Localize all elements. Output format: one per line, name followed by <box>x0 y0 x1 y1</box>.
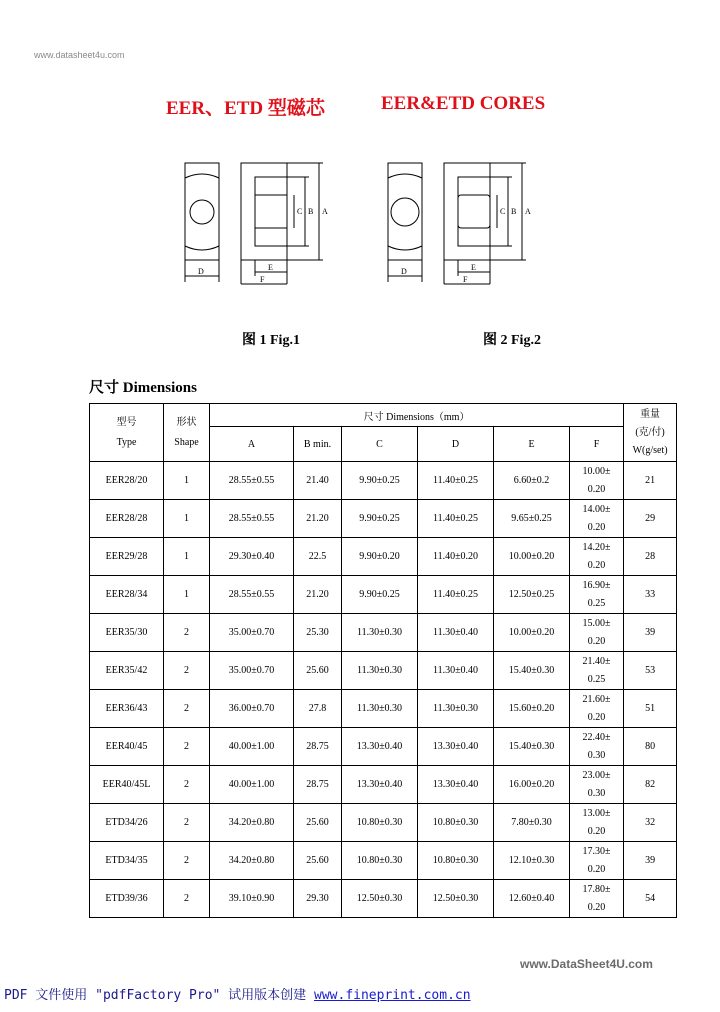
cell-e: 10.00±0.20 <box>494 538 570 576</box>
cell-e: 15.40±0.30 <box>494 728 570 766</box>
table-row <box>90 652 677 690</box>
cell-c: 12.50±0.30 <box>342 880 418 918</box>
table-row <box>90 538 677 576</box>
cell-e: 10.00±0.20 <box>494 614 570 652</box>
cell-shape: 2 <box>164 728 210 766</box>
cell-d: 13.30±0.40 <box>418 728 494 766</box>
table-row <box>90 842 677 880</box>
cell-b: 21.20 <box>294 576 342 614</box>
cell-c: 13.30±0.40 <box>342 728 418 766</box>
table-row <box>90 728 677 766</box>
fig1-front-center <box>255 195 287 228</box>
footer-link[interactable]: www.fineprint.com.cn <box>314 988 471 1003</box>
cell-f-value: 17.80± <box>582 883 611 895</box>
fig2-front-body <box>444 163 490 260</box>
cell-f-value: 13.00± <box>582 807 611 819</box>
cell-d: 13.30±0.40 <box>418 766 494 804</box>
bottom-watermark: www.DataSheet4U.com <box>520 957 653 971</box>
header-col-A: A <box>210 427 294 462</box>
cell-a: 29.30±0.40 <box>210 538 294 576</box>
table-row <box>90 462 677 500</box>
cell-f-value: 21.60± <box>582 693 611 705</box>
cell-d: 12.50±0.30 <box>418 880 494 918</box>
cell-a: 40.00±1.00 <box>210 766 294 804</box>
cell-weight: 33 <box>624 576 677 614</box>
fig2-side-circle <box>391 198 419 226</box>
cell-d: 10.80±0.30 <box>418 804 494 842</box>
cell-c: 9.90±0.25 <box>342 500 418 538</box>
cell-f <box>570 728 624 766</box>
cell-d: 11.40±0.20 <box>418 538 494 576</box>
table-row <box>90 766 677 804</box>
cell-f-tolerance: 0.20 <box>587 521 606 533</box>
fig2-label-F: F <box>463 275 468 284</box>
cell-f <box>570 614 624 652</box>
table-row <box>90 576 677 614</box>
table-row <box>90 804 677 842</box>
table-row <box>90 500 677 538</box>
cell-f-tolerance: 0.25 <box>587 673 606 685</box>
fig2-label-A: A <box>525 207 531 216</box>
cell-type: EER35/30 <box>90 614 164 652</box>
cell-f-value: 15.00± <box>582 617 611 629</box>
fig2-label-B: B <box>511 207 517 216</box>
cell-a: 36.00±0.70 <box>210 690 294 728</box>
cell-f-tolerance: 0.20 <box>587 559 606 571</box>
figure-1-drawing <box>178 150 350 290</box>
cell-f-value: 23.00± <box>582 769 611 781</box>
cell-weight: 28 <box>624 538 677 576</box>
cell-shape: 2 <box>164 690 210 728</box>
cell-e: 16.00±0.20 <box>494 766 570 804</box>
cell-type: EER36/43 <box>90 690 164 728</box>
cell-weight: 54 <box>624 880 677 918</box>
fig1-label-E: E <box>268 263 273 272</box>
cell-e: 12.50±0.25 <box>494 576 570 614</box>
cell-f-tolerance: 0.20 <box>587 711 606 723</box>
cell-f-tolerance: 0.20 <box>587 483 606 495</box>
cell-b: 21.40 <box>294 462 342 500</box>
cell-b: 22.5 <box>294 538 342 576</box>
cell-f <box>570 880 624 918</box>
dimensions-table <box>89 403 677 918</box>
title-english: EER&ETD CORES <box>381 93 546 114</box>
cell-d: 10.80±0.30 <box>418 842 494 880</box>
cell-f-tolerance: 0.30 <box>587 749 606 761</box>
cell-b: 28.75 <box>294 766 342 804</box>
cell-f <box>570 462 624 500</box>
cell-weight: 51 <box>624 690 677 728</box>
table-row <box>90 614 677 652</box>
cell-type: EER35/42 <box>90 652 164 690</box>
cell-weight: 29 <box>624 500 677 538</box>
cell-shape: 2 <box>164 766 210 804</box>
header-col-C: C <box>342 427 418 462</box>
cell-e: 9.65±0.25 <box>494 500 570 538</box>
cell-weight: 39 <box>624 842 677 880</box>
cell-b: 21.20 <box>294 500 342 538</box>
cell-d: 11.30±0.40 <box>418 652 494 690</box>
fig1-side-curve-bottom <box>185 246 219 250</box>
fig1-side-curve-top <box>185 174 219 178</box>
cell-f-value: 10.00± <box>582 465 611 477</box>
cell-f <box>570 652 624 690</box>
table-row <box>90 690 677 728</box>
cell-type: ETD39/36 <box>90 880 164 918</box>
cell-f <box>570 538 624 576</box>
fig1-label-C: C <box>297 207 303 216</box>
cell-a: 35.00±0.70 <box>210 614 294 652</box>
fig2-label-E: E <box>471 263 476 272</box>
fig2-front-center <box>458 195 490 228</box>
top-watermark: www.datasheet4u.com <box>34 50 125 60</box>
cell-c: 11.30±0.30 <box>342 652 418 690</box>
cell-c: 9.90±0.20 <box>342 538 418 576</box>
cell-a: 35.00±0.70 <box>210 652 294 690</box>
cell-b: 29.30 <box>294 880 342 918</box>
cell-weight: 53 <box>624 652 677 690</box>
cell-weight: 21 <box>624 462 677 500</box>
cell-type: ETD34/35 <box>90 842 164 880</box>
cell-f <box>570 576 624 614</box>
cell-shape: 2 <box>164 652 210 690</box>
figure-1-caption: 图 1 Fig.1 <box>242 333 300 348</box>
footer-text: PDF 文件使用 "pdfFactory Pro" 试用版本创建 <box>4 988 315 1003</box>
cell-shape: 1 <box>164 500 210 538</box>
fig2-label-D: D <box>401 267 407 276</box>
cell-b: 25.60 <box>294 804 342 842</box>
cell-a: 28.55±0.55 <box>210 462 294 500</box>
fig1-side-circle <box>190 200 214 224</box>
cell-weight: 39 <box>624 614 677 652</box>
cell-shape: 2 <box>164 880 210 918</box>
fig1-label-B: B <box>308 207 314 216</box>
cell-type: EER28/34 <box>90 576 164 614</box>
header-dimensions-group: 尺寸 Dimensions（mm） <box>210 404 624 427</box>
cell-f <box>570 766 624 804</box>
figure-2-caption: 图 2 Fig.2 <box>483 333 541 348</box>
cell-shape: 1 <box>164 462 210 500</box>
cell-b: 27.8 <box>294 690 342 728</box>
cell-f <box>570 842 624 880</box>
cell-a: 40.00±1.00 <box>210 728 294 766</box>
cell-type: EER28/28 <box>90 500 164 538</box>
cell-c: 10.80±0.30 <box>342 842 418 880</box>
pdf-footer <box>4 984 471 1003</box>
fig1-label-A: A <box>322 207 328 216</box>
cell-f <box>570 690 624 728</box>
header-col-E: E <box>494 427 570 462</box>
cell-c: 9.90±0.25 <box>342 576 418 614</box>
fig1-front-window <box>255 177 287 246</box>
title-chinese: EER、ETD 型磁芯 <box>166 98 325 119</box>
cell-f-tolerance: 0.20 <box>587 825 606 837</box>
cell-f <box>570 804 624 842</box>
cell-type: EER40/45 <box>90 728 164 766</box>
header-col-F: F <box>570 427 624 462</box>
cell-shape: 2 <box>164 614 210 652</box>
cell-a: 34.20±0.80 <box>210 804 294 842</box>
cell-f-tolerance: 0.25 <box>587 597 606 609</box>
header-col-D: D <box>418 427 494 462</box>
cell-shape: 1 <box>164 538 210 576</box>
cell-f-value: 14.00± <box>582 503 611 515</box>
cell-f <box>570 500 624 538</box>
header-shape: 形状 Shape <box>164 404 210 462</box>
header-type: 型号 Type <box>90 404 164 462</box>
cell-f-tolerance: 0.20 <box>587 901 606 913</box>
cell-weight: 82 <box>624 766 677 804</box>
cell-a: 34.20±0.80 <box>210 842 294 880</box>
cell-e: 12.60±0.40 <box>494 880 570 918</box>
fig1-front-body <box>241 163 287 260</box>
cell-a: 28.55±0.55 <box>210 500 294 538</box>
cell-c: 13.30±0.40 <box>342 766 418 804</box>
header-weight: 重量 (克/付) W(g/set) <box>624 404 677 462</box>
cell-e: 12.10±0.30 <box>494 842 570 880</box>
cell-b: 25.30 <box>294 614 342 652</box>
section-title-dimensions: 尺寸 Dimensions <box>89 380 197 396</box>
cell-c: 9.90±0.25 <box>342 462 418 500</box>
cell-f-value: 22.40± <box>582 731 611 743</box>
cell-f-value: 14.20± <box>582 541 611 553</box>
cell-type: EER29/28 <box>90 538 164 576</box>
cell-shape: 1 <box>164 576 210 614</box>
cell-b: 25.60 <box>294 842 342 880</box>
cell-d: 11.30±0.40 <box>418 614 494 652</box>
cell-d: 11.40±0.25 <box>418 462 494 500</box>
cell-type: EER28/20 <box>90 462 164 500</box>
cell-type: ETD34/26 <box>90 804 164 842</box>
fig2-front-window <box>458 177 490 246</box>
cell-c: 10.80±0.30 <box>342 804 418 842</box>
cell-weight: 80 <box>624 728 677 766</box>
header-col-B: B min. <box>294 427 342 462</box>
figure-2-drawing <box>381 150 553 290</box>
cell-f-value: 21.40± <box>582 655 611 667</box>
cell-a: 39.10±0.90 <box>210 880 294 918</box>
cell-type: EER40/45L <box>90 766 164 804</box>
cell-b: 28.75 <box>294 728 342 766</box>
cell-d: 11.40±0.25 <box>418 500 494 538</box>
cell-c: 11.30±0.30 <box>342 690 418 728</box>
cell-c: 11.30±0.30 <box>342 614 418 652</box>
cell-e: 6.60±0.2 <box>494 462 570 500</box>
fig2-side-body <box>388 163 422 260</box>
cell-f-tolerance: 0.20 <box>587 635 606 647</box>
fig1-label-F: F <box>260 275 265 284</box>
cell-e: 15.60±0.20 <box>494 690 570 728</box>
cell-d: 11.30±0.30 <box>418 690 494 728</box>
fig2-label-C: C <box>500 207 506 216</box>
fig1-label-D: D <box>198 267 204 276</box>
cell-f-value: 16.90± <box>582 579 611 591</box>
cell-a: 28.55±0.55 <box>210 576 294 614</box>
cell-d: 11.40±0.25 <box>418 576 494 614</box>
cell-shape: 2 <box>164 804 210 842</box>
cell-e: 7.80±0.30 <box>494 804 570 842</box>
cell-e: 15.40±0.30 <box>494 652 570 690</box>
cell-shape: 2 <box>164 842 210 880</box>
cell-f-tolerance: 0.20 <box>587 863 606 875</box>
cell-f-tolerance: 0.30 <box>587 787 606 799</box>
cell-b: 25.60 <box>294 652 342 690</box>
cell-weight: 32 <box>624 804 677 842</box>
cell-f-value: 17.30± <box>582 845 611 857</box>
table-row <box>90 880 677 918</box>
